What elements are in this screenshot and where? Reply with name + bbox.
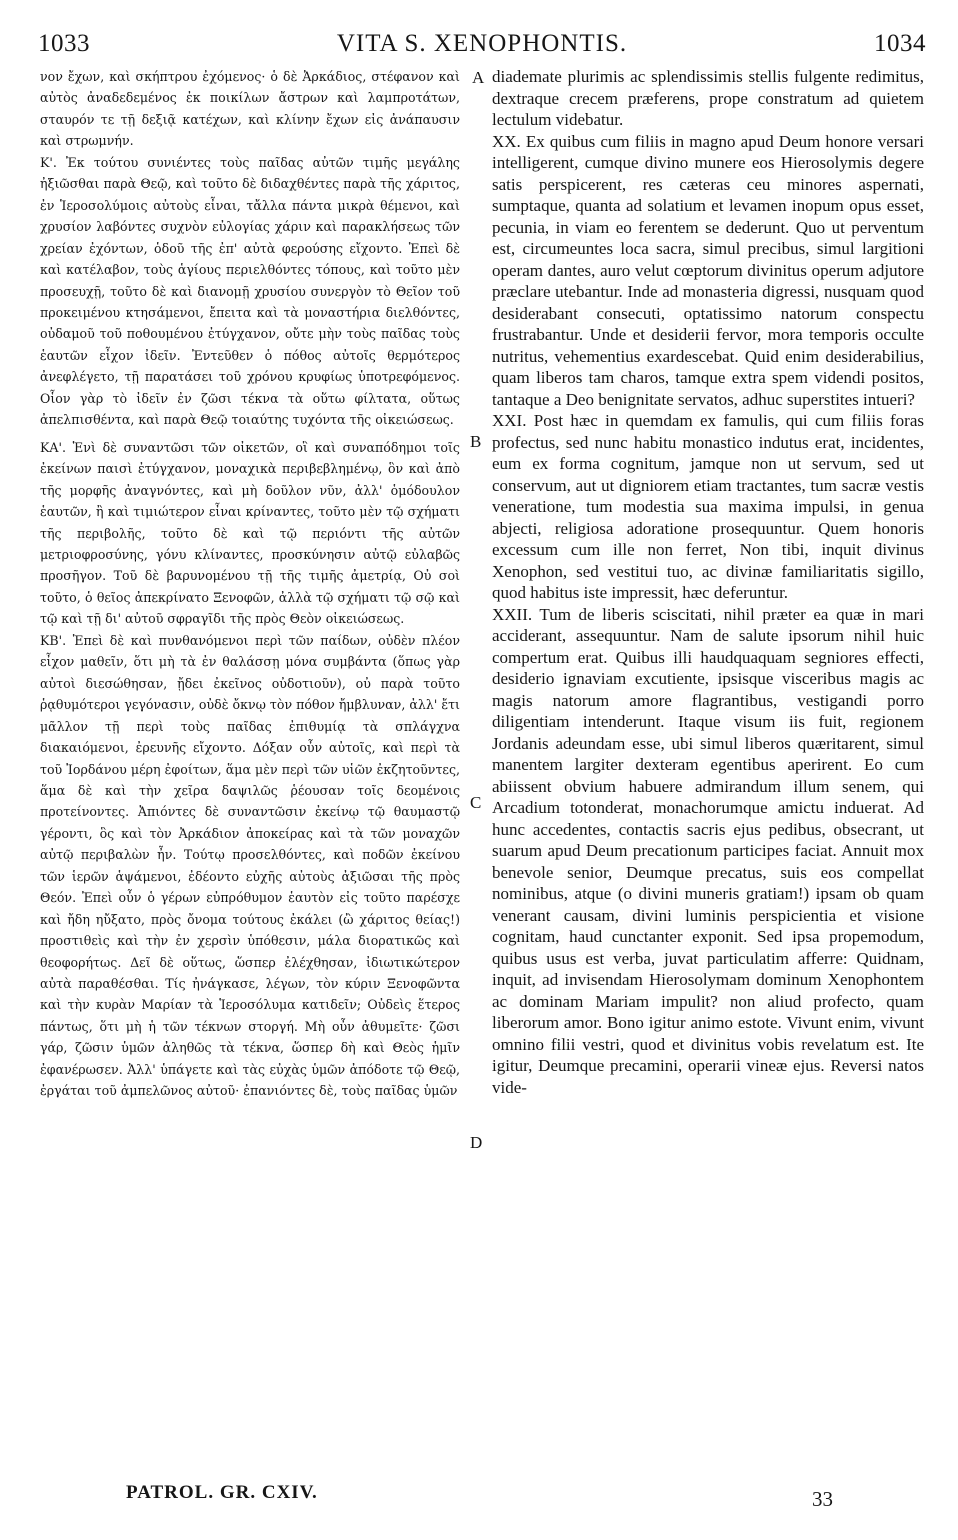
running-header <box>38 30 926 64</box>
greek-column <box>40 66 460 1102</box>
latin-paragraph: XXII. Tum de liberis sciscitati, nihil præter ea quæ in mari acciderant, assequuntur. Nam de salute ipsorum nihil huic compertum erat. Quibus illi haudquaquam segniores effecti, desiderio ignaviam excutiente, ipsisque visceribus magis ac magis natorum amore flagrantibus, vestigandi porro diligentiam intenderunt. Itaque visum iis fuit, regionem Jordanis adeundam esse, ubi simul liberos quæritarent, simul manentem largiter dexteram egentibus aperirent. Eo cum abiissent obvium habuere admirandum illum senem, qui Arcadium totonderat, monachorumque amictu induerat. Ad hunc accedentes, contactis sacris ejus pedibus, obsecrant, ut suarum apud Deum precationum participes faciat. Annuit mox benevole senior, Deumque precatus, suis eos compellat nominibus, atque (o divini muneris gratiam!) ipsam ob quam venerant causam, divini luminis perspicientia et visione cognitam, haud cunctanter exponit. Sed ipsa propemodum, quibus usus est verba, juvat particulatim afferre: Quidnam, inquit, ad invisendam Hierosolymam dominum Xenophontem ac dominam Mariam impulit? non aliud profecto, quam liberorum amor. Bono igitur animo estote. Vivunt enim, vivunt omnino filii vestri, quod et divinitus vobis revelatum est. Ite igitur, Deumque precamini, operarii vineæ ejus. Reversi natos vide- <box>492 604 924 1097</box>
greek-paragraph: ΚΑ'. Ἑνὶ δὲ συναντῶσι τῶν οἰκετῶν, οἳ καὶ συναπόδημοι τοῖς ἐκείνων παισὶ ἐτύγχανον, μοναχικὰ περιβεβλημένῳ, ὃν καὶ ἀπὸ τῆς μορφῆς ἀναγνόντες, καὶ μὴ δοῦλον νῦν, ἀλλ' ὁμόδουλον ἑαυτῶν, ἢ καὶ τιμιώτερον εἶναι κρίναντες, τοῦτο μὲν τῷ σχήματι τῆς περιβολῆς, τοῦτο δὲ καὶ τῷ περιόντι τῆς αὐτῶν μετριοφροσύνης, γόνυ κλίναντες, προσκύνησιν αὐτῷ εὐλαβῶς προσῆγον. Τοῦ δὲ βαρυνομένου τῇ τῆς τιμῆς ἀμετρίᾳ, Οὐ σοὶ τοῦτο, ὁ θεῖος ἀπεκρίνατο Ξενοφῶν, ἀλλὰ τῷ σχήματι τῷ σῷ καὶ τῷ καὶ τῇ δι' αὐτοῦ σφραγῖδι τῆς πρὸς Θεὸν οἰκειώσεως. <box>40 439 460 627</box>
margin-letter-b: B <box>470 432 482 451</box>
latin-paragraph: XX. Ex quibus cum filiis in magno apud Deum honore versari intelligerent, cumque divino munere eos Hierosolymis degere satis perspicerent, res cæteras ceu minores aspernati, sumptaque, quanta ad solatium et levamen inopum opus esset, pecunia, in viam eo ferentem se dederunt. Quo ut perventum est, circumeuntes loca sacra, simul precibus, simul largitioni operam dantes, auro velut cœptorum divinitus operum adjutore præclare utebantur. Inde ad monasteria digressi, nusquam quod desiderabant consecuti, optatissimo natorum conspectu frustrabantur. Unde et desiderii fervor, mora temporis occulte nutritus, vehementius exardescebat. Quid enim desiderabilius, quam liberos tam charos, tamque extra spem videndi positos, tantaque a Deo benignitate servatos, adhuc superstites intueri? <box>492 131 924 409</box>
margin-letter-a: A <box>472 68 485 87</box>
signature-number: 33 <box>812 1487 833 1511</box>
left-page-number: 1033 <box>38 30 90 57</box>
running-title: VITA S. XENOPHONTIS. <box>336 30 628 57</box>
margin-letter-d: D <box>470 1133 483 1152</box>
greek-paragraph: ΚΒ'. Ἐπεὶ δὲ καὶ πυνθανόμενοι περὶ τῶν παίδων, οὐδὲν πλέον εἶχον μαθεῖν, ὅτι μὴ τὰ ἐν θαλάσσῃ μόνα συμβάντα (ὅπως γὰρ αὐτοὶ διεσώθησαν, ᾔδει ἐκεῖνος οὐδοτιοῦν), οὐ παρὰ τοῦτο ῥᾳθυμότεροι γεγόνασιν, οὐδὲ ὄκνῳ τὸν πόθον ἤμβλυναν, ἀλλ' ἔτι μᾶλλον τῇ περὶ τοὺς παῖδας ἐπιθυμίᾳ τὰ σπλάγχνα διακαιόμενοι, ἐρευνῆς εἴχοντο. Δόξαν οὖν αὐτοῖς, καὶ περὶ τὰ τοῦ Ἰορδάνου μέρη ἐφοίτων, ἅμα μὲν περὶ τῶν υἱῶν ἐκζητοῦντες, ἅμα δὲ καὶ τὴν χεῖρα δαψιλῶς ῥέουσαν τοῖς δεομένοις προτείνοντες. Ἀπιόντες δὲ συναντῶσιν ἐκείνῳ τῷ θαυμαστῷ γέροντι, ὃς καὶ τὸν Ἀρκάδιον ἀποκείρας καὶ τὰ τῶν μοναχῶν αὐτῷ περιβαλὼν ἦν. Τούτῳ προσελθόντες, καὶ ποδῶν ἐκείνου τῶν ἱερῶν ἁψάμενοι, ἐδέοντο εὐχῆς αὐτοὺς ἀξιῶσαι τῆς πρὸς Θεόν. Ἐπεὶ οὖν ὁ γέρων εὐπρόθυμον ἑαυτὸν εἰς τοῦτο παρέσχε καὶ ἤδη ηὔξατο, πρὸς ὄνομα τούτους ἐκάλει (ὢ χάριτος θείας!) προστιθεὶς καὶ τὴν ἐν χερσὶν ὑπόθεσιν, μάλα διορατικῶς καὶ θεοφορήτως. Δεῖ δὲ οὕτως, ὥσπερ ἐλέχθησαν, ἰδιωτικώτερον αὐτὰ παραθέσθαι. Τίς ἠνάγκασε, λέγων, τὸν κύριν Ξενοφῶντα καὶ τὴν κυρὰν Μαρίαν τὰ Ἱεροσόλυμα κατιδεῖν; Οὐδεὶς ἕτερος πάντως, ὅτι μὴ ἡ τῶν τέκνων στοργή. Μὴ οὖν ἀθυμεῖτε· ζῶσι γάρ, ζῶσιν ὑμῶν ἀληθῶς τὰ τέκνα, ὥσπερ δὴ καὶ Θεὸς ἡμῖν ἐφανέρωσεν. Ἀλλ' ὑπάγετε καὶ τὰς εὐχὰς ὑμῶν ἀπόδοτε τῷ Θεῷ, ἐργάται τοῦ ἀμπελῶνος αὐτοῦ· ἐπανιόντες δὲ, τοὺς παῖδας ὑμῶν <box>40 632 460 1099</box>
greek-paragraph: νον ἔχων, καὶ σκήπτρου ἐχόμενος· ὁ δὲ Ἀρκάδιος, στέφανον καὶ αὐτὸς ἀναδεδεμένος ἐκ ποικίλων ἄστρων καὶ λαμπροτάτων, σταυρόν τε τῇ δεξιᾷ κατέχων, καὶ κλίνην ἔχων εἰς ἀνάπαυσιν καὶ στρωμνήν. <box>40 69 460 149</box>
right-page-number: 1034 <box>874 30 926 57</box>
margin-letter-c: C <box>470 793 482 812</box>
latin-column <box>492 66 924 1098</box>
series-signature: PATROL. GR. CXIV. <box>126 1482 318 1503</box>
latin-paragraph: XXI. Post hæc in quemdam ex famulis, qui cum filiis foras profectus, sed nunc habitu monastico indutus erat, incidentes, eum ex forma cognitum, jamque non ut servum, sed ut conservum, aut ut digniorem etiam tractantes, tum sacræ vestis venerationе, tum modestia sua maxima impulsi, in genua abjecti, religiosa adoratione prosequuntur. Quem honoris excessum cum ille non ferret, Non tibi, inquit divinus Xenophon, sed vestitui tuo, ac divinæ familiaritatis sigillo, quod habitus iste impressit, hæc deferuntur. <box>492 411 924 602</box>
greek-paragraph: Κ'. Ἐκ τούτου συνιέντες τοὺς παῖδας αὐτῶν τιμῆς μεγάλης ἠξιῶσθαι παρὰ Θεῷ, καὶ τοῦτο δὲ διδαχθέντες παρὰ τῆς χάριτος, ἐν Ἱεροσολύμοις αὐτοὺς εἶναι, τἄλλα πάντα μικρὰ θέμενοι, καὶ χρυσίον λαβόντες συχνὸν εὐλογίας χάριν καὶ παρακλήσεως τῶν χρείαν ἐχόντων, ὁδοῦ τῆς ἐπ' αὐτὰ φερούσης εἴχοντο. Ἐπεὶ δὲ καὶ κατέλαβον, τοὺς ἁγίους περιελθόντες τόπους, καὶ τοῦτο μὲν προσευχῇ, τοῦτο δὲ καὶ διανομῇ χρυσίου συνεργὸν τὸ Θεῖον τοῦ προκειμένου κτησάμενοι, ἔπειτα καὶ τὰ μοναστήρια διελθόντες, οὐδαμοῦ τοῦ ποθουμένου ἐτύγχανον, οὔτε μὴν τοὺς παῖδας τοὺς ἑαυτῶν εἶχον ἰδεῖν. Ἐντεῦθεν ὁ πόθος αὐτοῖς θερμότερος ἀνεφλέγετο, τῇ παρατάσει τοῦ χρόνου κρυφίως ὑποτρεφόμενος. Οἷον γὰρ τὸ ἰδεῖν ἐν ζῶσι τέκνα τὰ οὕτω φίλτατα, οὕτως ἀπελπισθέντα, καὶ παρὰ Θεῷ τοιαύτης τυχόντα τῆς οἰκειώσεως. <box>40 154 460 428</box>
latin-paragraph: diademate plurimis ac splendissimis stellis fulgente redimitus, dextraque crecem præferens, prope constratum ad quietem lectulum videbatur. <box>492 67 924 129</box>
